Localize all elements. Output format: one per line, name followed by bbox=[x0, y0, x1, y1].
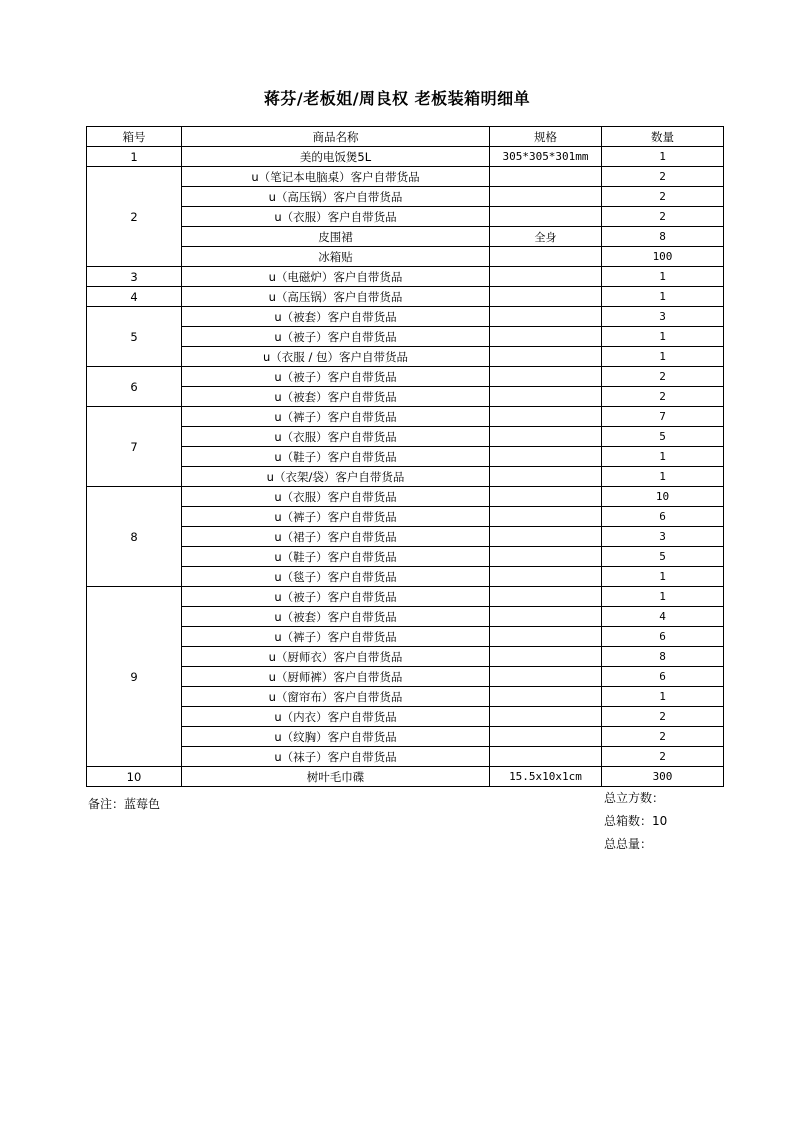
product-name-cell: u（裤子）客户自带货品 bbox=[182, 627, 490, 647]
product-name-cell: u（鞋子）客户自带货品 bbox=[182, 547, 490, 567]
product-name-cell: 树叶毛巾碟 bbox=[182, 767, 490, 787]
quantity-cell: 3 bbox=[602, 307, 724, 327]
quantity-cell: 1 bbox=[602, 567, 724, 587]
spec-cell bbox=[490, 547, 602, 567]
product-name-cell: u（厨师裤）客户自带货品 bbox=[182, 667, 490, 687]
spec-cell bbox=[490, 287, 602, 307]
spec-cell bbox=[490, 567, 602, 587]
product-name-cell: u（裙子）客户自带货品 bbox=[182, 527, 490, 547]
table-row bbox=[87, 387, 724, 407]
table-row bbox=[87, 467, 724, 487]
box-number-cell: 9 bbox=[87, 587, 182, 767]
table-row bbox=[87, 287, 724, 307]
spec-cell bbox=[490, 747, 602, 767]
product-name-cell: u（电磁炉）客户自带货品 bbox=[182, 267, 490, 287]
quantity-cell: 5 bbox=[602, 427, 724, 447]
box-number-cell: 2 bbox=[87, 167, 182, 267]
total-volume-label: 总立方数： bbox=[604, 791, 665, 805]
quantity-cell: 1 bbox=[602, 587, 724, 607]
quantity-cell: 2 bbox=[602, 367, 724, 387]
header-quantity: 数量 bbox=[602, 127, 724, 147]
product-name-cell: u（裤子）客户自带货品 bbox=[182, 507, 490, 527]
quantity-cell: 1 bbox=[602, 687, 724, 707]
product-name-cell: u（鞋子）客户自带货品 bbox=[182, 447, 490, 467]
table-row bbox=[87, 167, 724, 187]
spec-cell bbox=[490, 487, 602, 507]
table-row bbox=[87, 507, 724, 527]
spec-cell bbox=[490, 667, 602, 687]
quantity-cell: 2 bbox=[602, 727, 724, 747]
spec-cell: 305*305*301mm bbox=[490, 147, 602, 167]
product-name-cell: 皮围裙 bbox=[182, 227, 490, 247]
table-row bbox=[87, 747, 724, 767]
product-name-cell: u（被套）客户自带货品 bbox=[182, 607, 490, 627]
packing-list-table bbox=[86, 126, 724, 787]
product-name-cell: u（被套）客户自带货品 bbox=[182, 307, 490, 327]
table-row bbox=[87, 487, 724, 507]
table-body bbox=[87, 147, 724, 787]
box-number-cell: 7 bbox=[87, 407, 182, 487]
spec-cell bbox=[490, 627, 602, 647]
product-name-cell: u（厨师衣）客户自带货品 bbox=[182, 647, 490, 667]
document-title: 蒋芬/老板姐/周良权 老板装箱明细单 bbox=[263, 89, 531, 108]
spec-cell bbox=[490, 267, 602, 287]
table-row bbox=[87, 307, 724, 327]
table-row bbox=[87, 727, 724, 747]
table-row bbox=[87, 707, 724, 727]
quantity-cell: 1 bbox=[602, 447, 724, 467]
quantity-cell: 6 bbox=[602, 507, 724, 527]
spec-cell bbox=[490, 327, 602, 347]
spec-cell bbox=[490, 507, 602, 527]
product-name-cell: u（窗帘布）客户自带货品 bbox=[182, 687, 490, 707]
table-row bbox=[87, 327, 724, 347]
quantity-cell: 8 bbox=[602, 227, 724, 247]
product-name-cell: u（被套）客户自带货品 bbox=[182, 387, 490, 407]
box-number-cell: 3 bbox=[87, 267, 182, 287]
product-name-cell: u（笔记本电脑桌）客户自带货品 bbox=[182, 167, 490, 187]
table-row bbox=[87, 567, 724, 587]
quantity-cell: 300 bbox=[602, 767, 724, 787]
table-row bbox=[87, 627, 724, 647]
table-row bbox=[87, 447, 724, 467]
table-row bbox=[87, 347, 724, 367]
spec-cell bbox=[490, 447, 602, 467]
table-row bbox=[87, 687, 724, 707]
quantity-cell: 1 bbox=[602, 347, 724, 367]
product-name-cell: 美的电饭煲5L bbox=[182, 147, 490, 167]
quantity-cell: 1 bbox=[602, 467, 724, 487]
product-name-cell: u（衣服）客户自带货品 bbox=[182, 487, 490, 507]
table-row bbox=[87, 647, 724, 667]
spec-cell bbox=[490, 207, 602, 227]
product-name-cell: u（被子）客户自带货品 bbox=[182, 587, 490, 607]
spec-cell bbox=[490, 387, 602, 407]
spec-cell bbox=[490, 587, 602, 607]
total-quantity-line bbox=[604, 836, 667, 859]
header-box-no: 箱号 bbox=[87, 127, 182, 147]
quantity-cell: 2 bbox=[602, 167, 724, 187]
table-row bbox=[87, 427, 724, 447]
remark-note: 备注：蓝莓色 bbox=[88, 797, 161, 811]
table-row bbox=[87, 767, 724, 787]
quantity-cell: 8 bbox=[602, 647, 724, 667]
total-boxes-label: 总箱数： bbox=[604, 814, 653, 828]
quantity-cell: 4 bbox=[602, 607, 724, 627]
product-name-cell: u（衣服）客户自带货品 bbox=[182, 427, 490, 447]
quantity-cell: 1 bbox=[602, 287, 724, 307]
box-number-cell: 10 bbox=[87, 767, 182, 787]
table-row bbox=[87, 587, 724, 607]
box-number-cell: 4 bbox=[87, 287, 182, 307]
box-number-cell: 5 bbox=[87, 307, 182, 367]
product-name-cell: u（毯子）客户自带货品 bbox=[182, 567, 490, 587]
box-number-cell: 1 bbox=[87, 147, 182, 167]
spec-cell bbox=[490, 167, 602, 187]
table-row bbox=[87, 407, 724, 427]
quantity-cell: 1 bbox=[602, 147, 724, 167]
product-name-cell: u（衣服）客户自带货品 bbox=[182, 207, 490, 227]
total-boxes-value: 10 bbox=[652, 814, 668, 828]
quantity-cell: 1 bbox=[602, 327, 724, 347]
spec-cell bbox=[490, 647, 602, 667]
table-row bbox=[87, 147, 724, 167]
quantity-cell: 3 bbox=[602, 527, 724, 547]
spec-cell bbox=[490, 707, 602, 727]
quantity-cell: 1 bbox=[602, 267, 724, 287]
header-spec: 规格 bbox=[490, 127, 602, 147]
table-row bbox=[87, 207, 724, 227]
header-product-name: 商品名称 bbox=[182, 127, 490, 147]
quantity-cell: 6 bbox=[602, 667, 724, 687]
table-row bbox=[87, 267, 724, 287]
box-number-cell: 8 bbox=[87, 487, 182, 587]
totals-block bbox=[604, 790, 667, 859]
product-name-cell: u（被子）客户自带货品 bbox=[182, 327, 490, 347]
table-row bbox=[87, 187, 724, 207]
quantity-cell: 2 bbox=[602, 387, 724, 407]
box-number-cell: 6 bbox=[87, 367, 182, 407]
quantity-cell: 2 bbox=[602, 207, 724, 227]
quantity-cell: 7 bbox=[602, 407, 724, 427]
product-name-cell: u（袜子）客户自带货品 bbox=[182, 747, 490, 767]
quantity-cell: 10 bbox=[602, 487, 724, 507]
product-name-cell: u（裤子）客户自带货品 bbox=[182, 407, 490, 427]
quantity-cell: 2 bbox=[602, 747, 724, 767]
spec-cell bbox=[490, 607, 602, 627]
product-name-cell: u（衣架/袋）客户自带货品 bbox=[182, 467, 490, 487]
spec-cell bbox=[490, 187, 602, 207]
product-name-cell: u（衣服 / 包）客户自带货品 bbox=[182, 347, 490, 367]
spec-cell bbox=[490, 347, 602, 367]
spec-cell bbox=[490, 367, 602, 387]
quantity-cell: 2 bbox=[602, 707, 724, 727]
total-volume-line bbox=[604, 790, 667, 813]
product-name-cell: u（内衣）客户自带货品 bbox=[182, 707, 490, 727]
spec-cell bbox=[490, 427, 602, 447]
product-name-cell: 冰箱贴 bbox=[182, 247, 490, 267]
table-row bbox=[87, 227, 724, 247]
quantity-cell: 2 bbox=[602, 187, 724, 207]
product-name-cell: u（纹胸）客户自带货品 bbox=[182, 727, 490, 747]
table-row bbox=[87, 247, 724, 267]
quantity-cell: 100 bbox=[602, 247, 724, 267]
table-row bbox=[87, 607, 724, 627]
spec-cell bbox=[490, 687, 602, 707]
total-quantity-label: 总总量： bbox=[604, 837, 653, 851]
product-name-cell: u（被子）客户自带货品 bbox=[182, 367, 490, 387]
table-row bbox=[87, 667, 724, 687]
spec-cell bbox=[490, 407, 602, 427]
spec-cell bbox=[490, 247, 602, 267]
spec-cell bbox=[490, 527, 602, 547]
spec-cell bbox=[490, 307, 602, 327]
total-boxes-line bbox=[604, 813, 667, 836]
table-row bbox=[87, 367, 724, 387]
spec-cell: 全身 bbox=[490, 227, 602, 247]
spec-cell bbox=[490, 727, 602, 747]
product-name-cell: u（高压锅）客户自带货品 bbox=[182, 187, 490, 207]
quantity-cell: 6 bbox=[602, 627, 724, 647]
quantity-cell: 5 bbox=[602, 547, 724, 567]
spec-cell: 15.5x10x1cm bbox=[490, 767, 602, 787]
product-name-cell: u（高压锅）客户自带货品 bbox=[182, 287, 490, 307]
table-row bbox=[87, 547, 724, 567]
table-header-row bbox=[87, 127, 724, 147]
spec-cell bbox=[490, 467, 602, 487]
table-row bbox=[87, 527, 724, 547]
